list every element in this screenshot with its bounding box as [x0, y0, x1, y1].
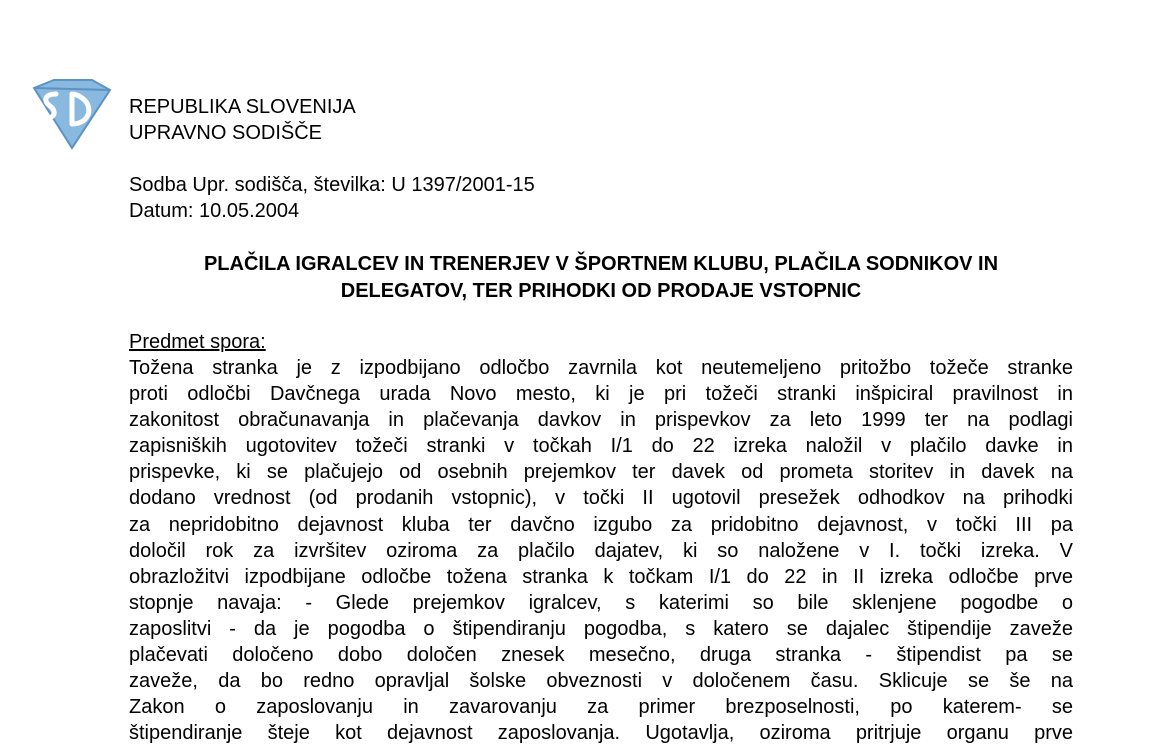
paragraph-line: dodano vrednost (od prodanih vstopnic), v točki II ugotovil presežek odhodkov na prihodki [129, 487, 1073, 510]
paragraph-line: Tožena stranka je z izpodbijano odločbo zavrnila kot neutemeljeno pritožbo tožeče stranke [129, 357, 1073, 379]
paragraph-line: zaposlitvi - da je pogodba o štipendiranju pogodba, s katero se dajalec štipendije zaveže [129, 617, 1073, 640]
paragraph-line: prispevke, ki se plačujejo od osebnih prejemkov ter davek od prometa storitev in davek na [129, 461, 1073, 484]
paragraph-line: zakonitost obračunavanja in plačevanja davkov in prispevkov za leto 1999 ter na podlagi [129, 409, 1073, 432]
paragraph-line: obrazložitvi izpodbijane odločbe tožena stranka k točkam I/1 do 22 in II izreka odločbe prve [129, 565, 1073, 588]
paragraph-line: zapisniških ugotovitev tožeči stranki v točkah I/1 do 22 izreka naložil v plačilo davke in [129, 435, 1073, 458]
paragraph-line: Zakon o zaposlovanju in zavarovanju za primer brezposelnosti, po katerem- se [129, 696, 1073, 719]
country-name: REPUBLIKA SLOVENIJA [129, 96, 356, 118]
paragraph-line: za nepridobitno dejavnost kluba ter davčno izgubo za pridobitno dejavnost, v točki III pa [129, 513, 1073, 536]
court-shield-logo-icon [28, 78, 112, 150]
paragraph-line: določil rok za izvršitev oziroma za plačilo dajatev, ki so naložene v I. točki izreka. V [129, 539, 1073, 562]
paragraph-line: štipendiranje šteje kot dejavnost zaposlovanja. Ugotavlja, oziroma pritrjuje organu prve [129, 722, 1073, 745]
paragraph-line: stopnje navaja: - Glede prejemkov igralcev, s katerimi so bile sklenjene pogodbe o [129, 591, 1073, 614]
case-info [129, 172, 535, 224]
body-paragraph [129, 355, 1073, 746]
court-name: UPRAVNO SODIŠČE [129, 122, 322, 144]
title-line-1: PLAČILA IGRALCEV IN TRENERJEV V ŠPORTNEM KLUBU, PLAČILA SODNIKOV IN [203, 253, 999, 275]
document-title [129, 251, 1073, 305]
section-heading: Predmet spora: [129, 331, 266, 353]
case-number: Sodba Upr. sodišča, številka: U 1397/2001-15 [129, 174, 535, 196]
paragraph-line: zaveže, da bo redno opravljal šolske obveznosti v določenem času. Sklicuje se še na [129, 670, 1073, 693]
paragraph-line: proti odločbi Davčnega urada Novo mesto, ki je pri tožeči stranki inšpiciral pravilnost in [129, 383, 1073, 406]
court-header [129, 94, 356, 146]
case-date: Datum: 10.05.2004 [129, 200, 300, 222]
title-line-2: DELEGATOV, TER PRIHODKI OD PRODAJE VSTOPNIC [340, 280, 862, 302]
paragraph-line: plačevati določeno dobo določen znesek mesečno, druga stranka - štipendist pa se [129, 644, 1073, 667]
